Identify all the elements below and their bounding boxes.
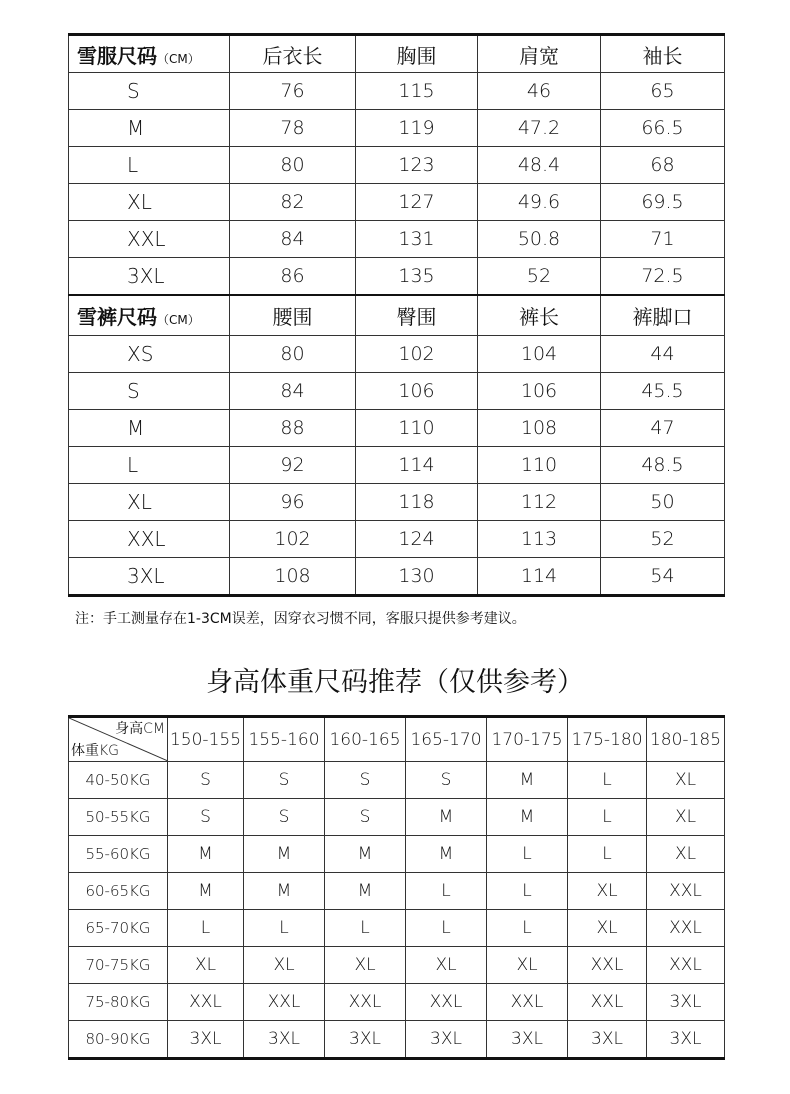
- measurement-note: 注：手工测量存在1-3CM误差，因穿衣习惯不同，客服只提供参考建议。: [75, 611, 526, 627]
- recommended-size-cell: M: [325, 836, 406, 873]
- pants-size-row: [69, 484, 725, 521]
- measurement-cell: 108: [478, 410, 601, 447]
- recommended-size-cell: 3XL: [647, 1021, 725, 1059]
- measurement-cell: 48.5: [601, 447, 725, 484]
- measurement-cell: 65: [601, 73, 725, 110]
- pants-column-header: 裤脚口: [601, 295, 725, 336]
- recommended-size-cell: M: [244, 873, 325, 910]
- jacket-size-row: [69, 184, 725, 221]
- recommended-size-cell: 3XL: [487, 1021, 568, 1059]
- recommended-size-cell: XL: [406, 947, 487, 984]
- measurement-cell: 80: [230, 336, 356, 373]
- recommended-size-cell: XXL: [244, 984, 325, 1021]
- recommended-size-cell: 3XL: [406, 1021, 487, 1059]
- recommended-size-cell: XXL: [406, 984, 487, 1021]
- recommended-size-cell: XXL: [568, 947, 647, 984]
- measurement-cell: 72.5: [601, 258, 725, 296]
- jacket-size-row: [69, 258, 725, 296]
- measurement-cell: 115: [356, 73, 478, 110]
- pants-size-row: [69, 373, 725, 410]
- size-label-cell: XS: [69, 336, 230, 373]
- recommended-size-cell: L: [406, 873, 487, 910]
- measurement-cell: 108: [230, 558, 356, 596]
- measurement-cell: 131: [356, 221, 478, 258]
- size-label-cell: XL: [69, 484, 230, 521]
- recommended-size-cell: XL: [647, 762, 725, 799]
- recommended-size-cell: M: [244, 836, 325, 873]
- pants-column-header: 腰围: [230, 295, 356, 336]
- height-range-header: 180-185: [647, 717, 725, 762]
- recommended-size-cell: L: [568, 799, 647, 836]
- measurement-cell: 102: [230, 521, 356, 558]
- weight-row: [69, 762, 725, 799]
- recommended-size-cell: L: [568, 762, 647, 799]
- weight-range-cell: 80-90KG: [69, 1021, 168, 1059]
- measurement-cell: 86: [230, 258, 356, 296]
- weight-range-cell: 75-80KG: [69, 984, 168, 1021]
- measurement-cell: 50.8: [478, 221, 601, 258]
- recommended-size-cell: 3XL: [647, 984, 725, 1021]
- recommended-size-cell: XL: [487, 947, 568, 984]
- measurement-cell: 84: [230, 373, 356, 410]
- jacket-column-header: 袖长: [601, 35, 725, 73]
- weight-axis-label: 体重KG: [71, 743, 120, 759]
- weight-row: [69, 947, 725, 984]
- pants-section-title: [69, 295, 230, 336]
- pants-column-header: 裤长: [478, 295, 601, 336]
- pants-header-row: [69, 295, 725, 336]
- measurement-cell: 110: [478, 447, 601, 484]
- weight-row: [69, 984, 725, 1021]
- height-range-header: 150-155: [168, 717, 244, 762]
- height-range-header: 170-175: [487, 717, 568, 762]
- recommended-size-cell: M: [406, 836, 487, 873]
- weight-range-cell: 65-70KG: [69, 910, 168, 947]
- size-recommendation-table: [68, 715, 725, 1060]
- recommended-size-cell: M: [487, 799, 568, 836]
- measurement-cell: 80: [230, 147, 356, 184]
- weight-row: [69, 836, 725, 873]
- recommended-size-cell: M: [325, 873, 406, 910]
- measurement-cell: 112: [478, 484, 601, 521]
- recommended-size-cell: M: [168, 873, 244, 910]
- recommended-size-cell: M: [487, 762, 568, 799]
- measurement-cell: 78: [230, 110, 356, 147]
- jacket-column-header: 肩宽: [478, 35, 601, 73]
- recommended-size-cell: XL: [568, 910, 647, 947]
- measurement-cell: 66.5: [601, 110, 725, 147]
- recommendation-title: 身高体重尺码推荐（仅供参考）: [206, 667, 584, 698]
- recommended-size-cell: S: [325, 799, 406, 836]
- recommended-size-cell: 3XL: [244, 1021, 325, 1059]
- corner-header-cell: [69, 717, 168, 762]
- recommended-size-cell: L: [325, 910, 406, 947]
- measurement-cell: 92: [230, 447, 356, 484]
- measurement-cell: 124: [356, 521, 478, 558]
- size-label-cell: S: [69, 73, 230, 110]
- recommended-size-cell: XXL: [325, 984, 406, 1021]
- pants-size-row: [69, 447, 725, 484]
- measurement-cell: 102: [356, 336, 478, 373]
- recommended-size-cell: L: [487, 836, 568, 873]
- recommended-size-cell: S: [168, 799, 244, 836]
- weight-row: [69, 873, 725, 910]
- measurement-cell: 84: [230, 221, 356, 258]
- weight-row: [69, 910, 725, 947]
- garment-size-table: [68, 33, 725, 597]
- measurement-cell: 47.2: [478, 110, 601, 147]
- recommended-size-cell: S: [406, 762, 487, 799]
- weight-range-cell: 60-65KG: [69, 873, 168, 910]
- measurement-cell: 135: [356, 258, 478, 296]
- measurement-cell: 54: [601, 558, 725, 596]
- recommended-size-cell: XL: [325, 947, 406, 984]
- pants-size-row: [69, 558, 725, 596]
- recommended-size-cell: L: [487, 873, 568, 910]
- recommended-size-cell: XXL: [647, 873, 725, 910]
- size-label-cell: 3XL: [69, 258, 230, 296]
- size-label-cell: L: [69, 447, 230, 484]
- pants-size-row: [69, 410, 725, 447]
- measurement-cell: 68: [601, 147, 725, 184]
- recommended-size-cell: XL: [168, 947, 244, 984]
- recommended-size-cell: XXL: [647, 947, 725, 984]
- pants-size-row: [69, 521, 725, 558]
- measurement-cell: 82: [230, 184, 356, 221]
- measurement-cell: 130: [356, 558, 478, 596]
- measurement-cell: 96: [230, 484, 356, 521]
- measurement-cell: 50: [601, 484, 725, 521]
- recommended-size-cell: L: [406, 910, 487, 947]
- height-axis-label: 身高CM: [115, 721, 165, 737]
- jacket-column-header: 后衣长: [230, 35, 356, 73]
- height-range-header: 160-165: [325, 717, 406, 762]
- recommended-size-cell: XXL: [487, 984, 568, 1021]
- recommended-size-cell: 3XL: [168, 1021, 244, 1059]
- height-range-header: 155-160: [244, 717, 325, 762]
- measurement-cell: 110: [356, 410, 478, 447]
- pants-size-row: [69, 336, 725, 373]
- jacket-size-row: [69, 73, 725, 110]
- recommended-size-cell: XXL: [568, 984, 647, 1021]
- measurement-cell: 114: [478, 558, 601, 596]
- height-range-header: 175-180: [568, 717, 647, 762]
- measurement-cell: 114: [356, 447, 478, 484]
- size-label-cell: M: [69, 110, 230, 147]
- recommended-size-cell: S: [325, 762, 406, 799]
- measurement-cell: 106: [356, 373, 478, 410]
- recommended-size-cell: XL: [647, 836, 725, 873]
- height-range-header: 165-170: [406, 717, 487, 762]
- recommended-size-cell: L: [168, 910, 244, 947]
- weight-row: [69, 799, 725, 836]
- recommended-size-cell: XXL: [168, 984, 244, 1021]
- size-label-cell: L: [69, 147, 230, 184]
- recommended-size-cell: S: [168, 762, 244, 799]
- recommended-size-cell: XXL: [647, 910, 725, 947]
- weight-row: [69, 1021, 725, 1059]
- measurement-cell: 52: [478, 258, 601, 296]
- size-label-cell: M: [69, 410, 230, 447]
- recommended-size-cell: 3XL: [568, 1021, 647, 1059]
- measurement-cell: 69.5: [601, 184, 725, 221]
- recommended-size-cell: 3XL: [325, 1021, 406, 1059]
- measurement-cell: 118: [356, 484, 478, 521]
- recommended-size-cell: L: [487, 910, 568, 947]
- jacket-unit: （CM）: [157, 51, 200, 66]
- measurement-cell: 47: [601, 410, 725, 447]
- jacket-column-header: 胸围: [356, 35, 478, 73]
- measurement-cell: 76: [230, 73, 356, 110]
- size-label-cell: XXL: [69, 521, 230, 558]
- measurement-cell: 88: [230, 410, 356, 447]
- recommended-size-cell: S: [244, 799, 325, 836]
- measurement-cell: 49.6: [478, 184, 601, 221]
- jacket-header-row: [69, 35, 725, 73]
- jacket-title-text: 雪服尺码: [77, 43, 157, 68]
- measurement-cell: 52: [601, 521, 725, 558]
- measurement-cell: 127: [356, 184, 478, 221]
- recommended-size-cell: L: [244, 910, 325, 947]
- measurement-cell: 45.5: [601, 373, 725, 410]
- jacket-size-row: [69, 110, 725, 147]
- pants-unit: （CM）: [157, 313, 200, 327]
- weight-range-cell: 70-75KG: [69, 947, 168, 984]
- jacket-section-title: [69, 35, 230, 73]
- measurement-cell: 104: [478, 336, 601, 373]
- height-header-row: [69, 717, 725, 762]
- jacket-size-row: [69, 221, 725, 258]
- size-label-cell: S: [69, 373, 230, 410]
- recommended-size-cell: L: [568, 836, 647, 873]
- jacket-size-row: [69, 147, 725, 184]
- measurement-cell: 48.4: [478, 147, 601, 184]
- size-label-cell: XL: [69, 184, 230, 221]
- measurement-cell: 113: [478, 521, 601, 558]
- weight-range-cell: 40-50KG: [69, 762, 168, 799]
- measurement-cell: 46: [478, 73, 601, 110]
- weight-range-cell: 55-60KG: [69, 836, 168, 873]
- recommended-size-cell: M: [168, 836, 244, 873]
- recommended-size-cell: XL: [244, 947, 325, 984]
- measurement-cell: 119: [356, 110, 478, 147]
- pants-title-text: 雪裤尺码: [77, 305, 157, 329]
- measurement-cell: 106: [478, 373, 601, 410]
- measurement-cell: 44: [601, 336, 725, 373]
- measurement-cell: 123: [356, 147, 478, 184]
- size-label-cell: XXL: [69, 221, 230, 258]
- recommended-size-cell: XL: [568, 873, 647, 910]
- weight-range-cell: 50-55KG: [69, 799, 168, 836]
- pants-column-header: 臀围: [356, 295, 478, 336]
- size-label-cell: 3XL: [69, 558, 230, 596]
- measurement-cell: 71: [601, 221, 725, 258]
- recommended-size-cell: M: [406, 799, 487, 836]
- recommended-size-cell: XL: [647, 799, 725, 836]
- recommended-size-cell: S: [244, 762, 325, 799]
